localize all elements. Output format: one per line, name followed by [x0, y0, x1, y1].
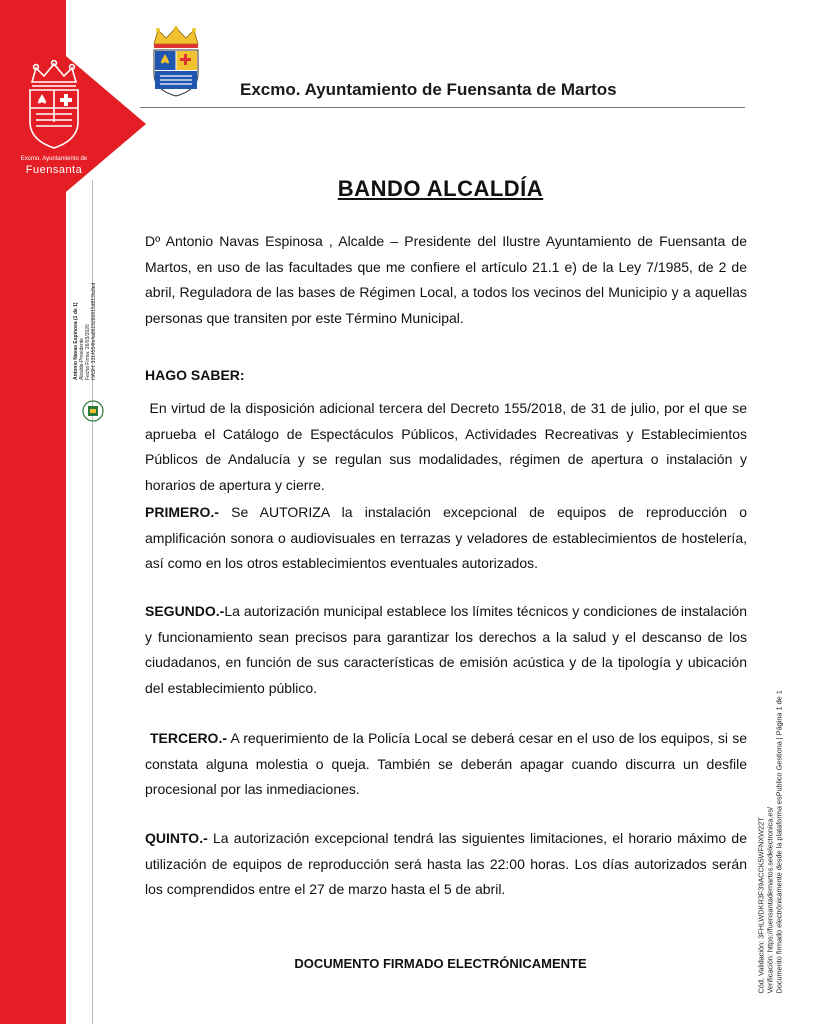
municipal-crest-logo [14, 60, 94, 155]
verification-line: Cód. Validación: 3FHLWDKR3F39ACCK5WFNXW22T [756, 817, 766, 994]
primero-text: Se AUTORIZA la instalación excepcional de equipos de reproducción o amplificación sonora o audiovisuales en terrazas y veladores de establecimientos de hostelería, así como en los otros establecimientos eventuales autorizados. [145, 504, 747, 571]
signature-block [73, 280, 97, 380]
document-title: BANDO ALCALDÍA [337, 176, 544, 201]
quinto-label: QUINTO.- [145, 830, 208, 846]
tercero-label: TERCERO.- [150, 730, 227, 746]
segundo-text: La autorización municipal establece los límites técnicos y condiciones de instalación y funcionamiento sean precisos para garantizar los derechos a la salud y el descanso de los ciudadanos, en función de sus características de emisión acústica y de la tipología y ubicación del establecimiento público. [145, 603, 747, 696]
signature-line: Antonio Navas Espinosa (1 de 1) [73, 302, 79, 380]
primero-paragraph [145, 500, 747, 577]
verification-line: Verificación: https://fuensantademartos.sedelectronica.es/ [765, 806, 775, 994]
intro-paragraph: Dº Antonio Navas Espinosa , Alcalde – Presidente del Ilustre Ayuntamiento de Fuensanta de Martos, en uso de las facultades que me confiere el artículo 21.1 e) de la Ley 7/1985, de 2 de abril, Reguladora de las bases de Régimen Local, a todos los vecinos del Municipio y a aquellas personas que transiten por este Término Municipal. [145, 233, 747, 326]
preamble-paragraph: En virtud de la disposición adicional tercera del Decreto 155/2018, de 31 de julio, por el que se aprueba el Catálogo de Espectáculos Públicos, Actividades Recreativas y Establecimientos Públicos de Andalucía y se regulan sus modalidades, régimen de apertura o instalación y horarios de apertura y cierre. [145, 400, 751, 493]
signature-line: Fecha Firma: 26/03/2026 [85, 324, 91, 380]
header-title: Excmo. Ayuntamiento de Fuensanta de Martos [240, 80, 617, 99]
footer-row [0, 955, 819, 973]
electronic-signature-notice: DOCUMENTO FIRMADO ELECTRÓNICAMENTE [294, 956, 587, 971]
header-crest-logo [144, 26, 208, 98]
segundo-paragraph [145, 599, 747, 701]
crest-caption-line1: Excmo. Ayuntamiento de [20, 156, 88, 162]
crest-caption-line2: Fuensanta [25, 164, 83, 176]
tercero-text: A requerimiento de la Policía Local se deberá cesar en el uso de los equipos, si se constata alguna molestia o queja. También se deberán apagar cuando discurra un desfile procesional por las inmediaciones. [145, 730, 747, 797]
document-title-row [0, 176, 819, 202]
signature-line: Alcalde-Presidente [79, 338, 85, 380]
verification-line: Documento firmado electrónicamente desde la plataforma esPublico Gestiona | Página 1 de 1 [774, 690, 784, 994]
tercero-paragraph [145, 726, 747, 803]
quinto-paragraph [145, 826, 747, 903]
hago-saber-heading: HAGO SABER: [145, 367, 245, 383]
quinto-text: La autorización excepcional tendrá las siguientes limitaciones, el horario máximo de utilización de equipos de reproducción será hasta las 22:00 horas. Los días autorizados serán los comprendidos entre el 27 de marzo hasta el 5 de abril. [145, 830, 747, 897]
segundo-label: SEGUNDO.- [145, 603, 225, 619]
primero-label: PRIMERO.- [145, 504, 219, 520]
signature-line: HASH: 3314554fe4a8619280815d813fa9ed [91, 282, 97, 380]
andalucia-seal-icon [80, 396, 106, 426]
header-divider [140, 107, 745, 108]
